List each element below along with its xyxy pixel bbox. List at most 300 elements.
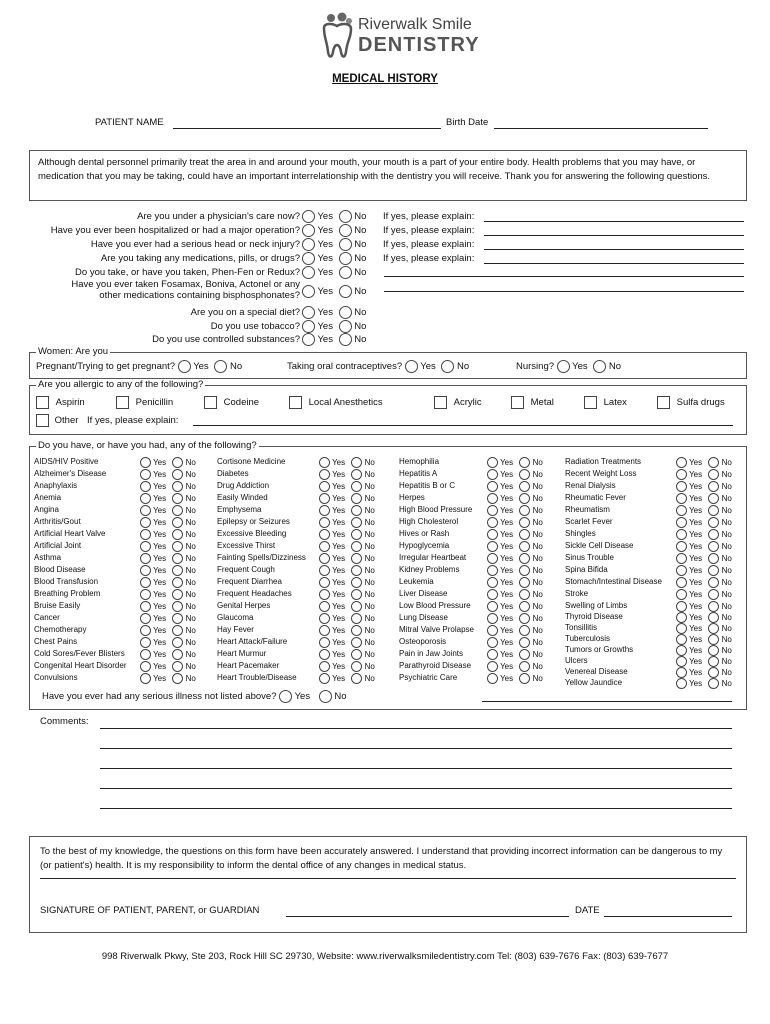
yes-radio[interactable] xyxy=(487,577,498,588)
yes-radio[interactable] xyxy=(319,517,330,528)
intro-text: Although dental personnel primarily treat the area in and around your mouth, your mouth is a part of your entire body. Health problems that you may have, or medication that you may be taking, could have an important interrelationship with the dentistry you will receive. Thank you for answering the following questions. xyxy=(38,157,711,182)
no-radio[interactable] xyxy=(172,589,183,600)
yes-radio[interactable] xyxy=(319,601,330,612)
yes-radio[interactable] xyxy=(676,541,687,552)
yes-radio[interactable] xyxy=(487,565,498,576)
yes-radio[interactable] xyxy=(319,625,330,636)
condition-label: Rheumatism xyxy=(565,505,610,514)
yes-radio[interactable] xyxy=(319,673,330,684)
no-radio[interactable] xyxy=(172,613,183,624)
no-radio[interactable] xyxy=(351,625,362,636)
no-radio[interactable] xyxy=(519,541,530,552)
no-radio[interactable] xyxy=(351,613,362,624)
no-radio[interactable] xyxy=(519,613,530,624)
condition-yes-no xyxy=(319,577,375,589)
yes-radio[interactable] xyxy=(676,623,687,634)
yes-label: Yes xyxy=(332,506,346,515)
yes-radio[interactable] xyxy=(140,469,151,480)
condition-yes-no xyxy=(319,601,375,613)
yes-radio[interactable] xyxy=(676,469,687,480)
yes-radio[interactable] xyxy=(302,224,315,237)
condition-yes-no xyxy=(487,625,543,637)
no-label: No xyxy=(364,602,375,611)
nursing-no-radio[interactable] xyxy=(593,360,606,373)
no-radio[interactable] xyxy=(519,505,530,516)
allergy-label: Aspirin xyxy=(55,397,85,409)
yes-label: Yes xyxy=(153,458,167,467)
yes-radio[interactable] xyxy=(676,529,687,540)
yes-label: Yes xyxy=(689,624,703,633)
no-radio[interactable] xyxy=(172,649,183,660)
no-radio[interactable] xyxy=(351,637,362,648)
yes-radio[interactable] xyxy=(676,481,687,492)
allergy-item[interactable] xyxy=(511,396,554,409)
yes-radio[interactable] xyxy=(487,529,498,540)
condition-label: Scarlet Fever xyxy=(565,517,613,526)
no-radio[interactable] xyxy=(351,601,362,612)
no-radio[interactable] xyxy=(339,333,352,346)
no-radio[interactable] xyxy=(708,481,719,492)
yes-radio[interactable] xyxy=(676,645,687,656)
no-radio[interactable] xyxy=(351,493,362,504)
yes-label: Yes xyxy=(689,458,703,467)
comments-line-4[interactable] xyxy=(100,788,732,789)
yes-radio[interactable] xyxy=(487,493,498,504)
yes-radio[interactable] xyxy=(302,252,315,265)
no-radio[interactable] xyxy=(351,457,362,468)
no-radio[interactable] xyxy=(339,238,352,251)
no-radio[interactable] xyxy=(172,625,183,636)
no-radio[interactable] xyxy=(519,625,530,636)
tooth-family-icon xyxy=(318,12,358,60)
no-radio[interactable] xyxy=(172,505,183,516)
yes-radio[interactable] xyxy=(319,505,330,516)
no-radio[interactable] xyxy=(339,210,352,223)
question-label: Are you under a physician's care now? xyxy=(137,211,300,222)
yes-radio[interactable] xyxy=(302,285,315,298)
no-label: No xyxy=(532,518,543,527)
no-radio[interactable] xyxy=(339,252,352,265)
allergy-label: Latex xyxy=(603,397,627,409)
no-radio[interactable] xyxy=(172,637,183,648)
allergy-item[interactable] xyxy=(657,396,725,409)
condition-label: Radiation Treatments xyxy=(565,457,642,466)
yes-radio[interactable] xyxy=(140,649,151,660)
yes-radio[interactable] xyxy=(676,656,687,667)
condition-yes-no xyxy=(319,517,375,529)
no-label: No xyxy=(185,542,196,551)
allergy-checkbox[interactable] xyxy=(289,396,302,409)
pregnant-yes-radio[interactable] xyxy=(178,360,191,373)
no-radio[interactable] xyxy=(708,505,719,516)
yes-label: Yes xyxy=(500,530,514,539)
no-label: No xyxy=(721,635,732,644)
no-radio[interactable] xyxy=(351,553,362,564)
condition-yes-no xyxy=(676,457,732,469)
no-label: No xyxy=(185,530,196,539)
allergy-item[interactable] xyxy=(204,396,259,409)
date-field[interactable] xyxy=(604,916,732,917)
no-label: No xyxy=(457,361,470,373)
no-radio[interactable] xyxy=(172,517,183,528)
serious-illness-yes-radio[interactable] xyxy=(279,690,292,703)
yes-radio[interactable] xyxy=(487,649,498,660)
no-radio[interactable] xyxy=(708,565,719,576)
no-radio[interactable] xyxy=(351,661,362,672)
allergy-checkbox[interactable] xyxy=(584,396,597,409)
yes-radio[interactable] xyxy=(140,517,151,528)
yes-radio[interactable] xyxy=(676,601,687,612)
yes-radio[interactable] xyxy=(140,493,151,504)
no-radio[interactable] xyxy=(339,320,352,333)
yes-label: Yes xyxy=(500,482,514,491)
yes-radio[interactable] xyxy=(487,457,498,468)
yes-radio[interactable] xyxy=(487,613,498,624)
allergy-label: Local Anesthetics xyxy=(308,397,383,409)
no-radio[interactable] xyxy=(519,517,530,528)
no-radio[interactable] xyxy=(519,553,530,564)
no-label: No xyxy=(364,518,375,527)
explain-field[interactable] xyxy=(384,276,744,277)
no-radio[interactable] xyxy=(351,577,362,588)
no-radio[interactable] xyxy=(708,517,719,528)
yes-radio[interactable] xyxy=(487,661,498,672)
patient-name-field[interactable] xyxy=(173,128,441,129)
yes-label: Yes xyxy=(153,494,167,503)
attestation-text: To the best of my knowledge, the questions on this form have been accurately answered. I understand that providing incorrect information can be dangerous to my (or patient's) health. It is my responsibility to inform the dental office of any changes in medical status. xyxy=(40,846,723,871)
no-radio[interactable] xyxy=(519,589,530,600)
no-radio[interactable] xyxy=(351,481,362,492)
no-radio[interactable] xyxy=(708,678,719,689)
no-radio[interactable] xyxy=(339,266,352,279)
no-radio[interactable] xyxy=(519,649,530,660)
condition-label: Psychiatric Care xyxy=(399,673,458,682)
yes-radio[interactable] xyxy=(676,612,687,623)
allergy-legend: Are you allergic to any of the following? xyxy=(38,379,204,390)
no-radio[interactable] xyxy=(351,589,362,600)
no-label: No xyxy=(721,458,732,467)
yes-radio[interactable] xyxy=(676,493,687,504)
no-label: No xyxy=(364,506,375,515)
yes-radio[interactable] xyxy=(302,320,315,333)
yes-radio[interactable] xyxy=(319,637,330,648)
yes-radio[interactable] xyxy=(676,678,687,689)
no-radio[interactable] xyxy=(519,481,530,492)
yes-radio[interactable] xyxy=(140,565,151,576)
yes-label: Yes xyxy=(500,554,514,563)
yes-radio[interactable] xyxy=(676,565,687,576)
no-radio[interactable] xyxy=(708,612,719,623)
no-radio[interactable] xyxy=(708,493,719,504)
no-label: No xyxy=(532,662,543,671)
no-label: No xyxy=(354,253,367,265)
birth-date-field[interactable] xyxy=(494,128,708,129)
allergy-checkbox[interactable] xyxy=(434,396,447,409)
yes-radio[interactable] xyxy=(319,649,330,660)
condition-label: Hay Fever xyxy=(217,625,254,634)
yes-radio[interactable] xyxy=(676,634,687,645)
condition-label: Lung Disease xyxy=(399,613,448,622)
no-radio[interactable] xyxy=(708,645,719,656)
yes-radio[interactable] xyxy=(319,493,330,504)
yes-radio[interactable] xyxy=(487,673,498,684)
condition-label: Artificial Joint xyxy=(34,541,82,550)
yes-radio[interactable] xyxy=(487,541,498,552)
no-radio[interactable] xyxy=(339,224,352,237)
yes-radio[interactable] xyxy=(302,306,315,319)
no-radio[interactable] xyxy=(708,589,719,600)
condition-label: Heart Pacemaker xyxy=(217,661,280,670)
yes-label: Yes xyxy=(153,506,167,515)
yes-no-group xyxy=(302,306,366,319)
yes-radio[interactable] xyxy=(319,553,330,564)
yes-radio[interactable] xyxy=(140,541,151,552)
no-radio[interactable] xyxy=(172,541,183,552)
no-radio[interactable] xyxy=(339,306,352,319)
allergy-item[interactable] xyxy=(289,396,383,409)
no-radio[interactable] xyxy=(519,469,530,480)
allergy-section xyxy=(29,385,747,435)
yes-radio[interactable] xyxy=(487,637,498,648)
no-radio[interactable] xyxy=(339,285,352,298)
contraceptives-no-radio[interactable] xyxy=(441,360,454,373)
comments-line-3[interactable] xyxy=(100,768,732,769)
yes-label: Yes xyxy=(332,542,346,551)
no-radio[interactable] xyxy=(708,553,719,564)
no-radio[interactable] xyxy=(708,469,719,480)
no-radio[interactable] xyxy=(519,529,530,540)
yes-label: Yes xyxy=(500,578,514,587)
no-label: No xyxy=(185,458,196,467)
yes-label: Yes xyxy=(500,566,514,575)
yes-radio[interactable] xyxy=(140,625,151,636)
no-radio[interactable] xyxy=(172,529,183,540)
yes-radio[interactable] xyxy=(319,613,330,624)
no-radio[interactable] xyxy=(519,457,530,468)
no-radio[interactable] xyxy=(519,661,530,672)
no-radio[interactable] xyxy=(519,673,530,684)
no-radio[interactable] xyxy=(708,529,719,540)
condition-label: Easily Winded xyxy=(217,493,268,502)
yes-radio[interactable] xyxy=(487,481,498,492)
yes-radio[interactable] xyxy=(302,266,315,279)
condition-label: High Cholesterol xyxy=(399,517,459,526)
yes-radio[interactable] xyxy=(487,553,498,564)
yes-label: Yes xyxy=(500,590,514,599)
condition-label: Sickle Cell Disease xyxy=(565,541,634,550)
condition-yes-no xyxy=(319,553,375,565)
allergy-checkbox[interactable] xyxy=(204,396,217,409)
no-radio[interactable] xyxy=(172,469,183,480)
no-radio[interactable] xyxy=(172,553,183,564)
yes-radio[interactable] xyxy=(676,589,687,600)
yes-radio[interactable] xyxy=(140,529,151,540)
yes-radio[interactable] xyxy=(140,613,151,624)
no-label: No xyxy=(532,638,543,647)
yes-radio[interactable] xyxy=(319,577,330,588)
yes-radio[interactable] xyxy=(676,667,687,678)
condition-label: Hypoglycemia xyxy=(399,541,450,550)
yes-label: Yes xyxy=(317,307,333,319)
no-radio[interactable] xyxy=(708,457,719,468)
yes-label: Yes xyxy=(294,691,311,703)
yes-radio[interactable] xyxy=(140,481,151,492)
no-radio[interactable] xyxy=(351,517,362,528)
no-radio[interactable] xyxy=(708,634,719,645)
yes-radio[interactable] xyxy=(487,625,498,636)
no-radio[interactable] xyxy=(351,565,362,576)
no-radio[interactable] xyxy=(351,673,362,684)
yes-radio[interactable] xyxy=(140,661,151,672)
yes-radio[interactable] xyxy=(676,553,687,564)
yes-label: Yes xyxy=(689,470,703,479)
no-label: No xyxy=(364,530,375,539)
yes-radio[interactable] xyxy=(140,601,151,612)
yes-label: Yes xyxy=(153,530,167,539)
no-label: No xyxy=(354,267,367,279)
allergy-checkbox[interactable] xyxy=(657,396,670,409)
no-radio[interactable] xyxy=(708,601,719,612)
explain-field[interactable] xyxy=(484,263,744,264)
no-radio[interactable] xyxy=(172,673,183,684)
explain-field[interactable] xyxy=(384,291,744,292)
yes-radio[interactable] xyxy=(487,601,498,612)
question-label: other medications containing bisphosphonates? xyxy=(99,290,300,301)
allergy-checkbox[interactable] xyxy=(511,396,524,409)
condition-label: Angina xyxy=(34,505,59,514)
explain-field[interactable] xyxy=(484,249,744,250)
condition-label: Glaucoma xyxy=(217,613,254,622)
no-radio[interactable] xyxy=(708,623,719,634)
no-radio[interactable] xyxy=(172,601,183,612)
allergy-item[interactable] xyxy=(434,396,482,409)
explain-label: If yes, please explain: xyxy=(383,253,475,264)
yes-label: Yes xyxy=(500,662,514,671)
no-radio[interactable] xyxy=(708,656,719,667)
attestation-line[interactable] xyxy=(40,878,736,879)
no-radio[interactable] xyxy=(519,577,530,588)
yes-radio[interactable] xyxy=(676,505,687,516)
condition-yes-no xyxy=(140,493,196,505)
allergy-other-checkbox[interactable] xyxy=(36,414,49,427)
no-radio[interactable] xyxy=(172,661,183,672)
yes-radio[interactable] xyxy=(319,541,330,552)
condition-label: Hepatitis A xyxy=(399,469,438,478)
no-radio[interactable] xyxy=(519,601,530,612)
yes-radio[interactable] xyxy=(140,589,151,600)
yes-radio[interactable] xyxy=(319,661,330,672)
no-radio[interactable] xyxy=(172,481,183,492)
yes-radio[interactable] xyxy=(319,529,330,540)
yes-radio[interactable] xyxy=(676,517,687,528)
no-radio[interactable] xyxy=(708,541,719,552)
no-label: No xyxy=(721,494,732,503)
allergy-checkbox[interactable] xyxy=(116,396,129,409)
allergy-item[interactable] xyxy=(36,396,85,409)
no-radio[interactable] xyxy=(519,637,530,648)
yes-radio[interactable] xyxy=(319,457,330,468)
no-label: No xyxy=(364,566,375,575)
yes-radio[interactable] xyxy=(487,517,498,528)
yes-radio[interactable] xyxy=(487,589,498,600)
contraceptives-yes-radio[interactable] xyxy=(405,360,418,373)
serious-illness-no-radio[interactable] xyxy=(319,690,332,703)
condition-yes-no xyxy=(487,457,543,469)
yes-radio[interactable] xyxy=(302,238,315,251)
yes-radio[interactable] xyxy=(487,469,498,480)
allergy-checkbox[interactable] xyxy=(36,396,49,409)
condition-yes-no xyxy=(487,493,543,505)
yes-radio[interactable] xyxy=(319,469,330,480)
pregnant-no-radio[interactable] xyxy=(214,360,227,373)
no-radio[interactable] xyxy=(519,493,530,504)
yes-radio[interactable] xyxy=(140,457,151,468)
no-radio[interactable] xyxy=(172,577,183,588)
yes-radio[interactable] xyxy=(302,210,315,223)
condition-label: Fainting Spells/Dizziness xyxy=(217,553,306,562)
no-radio[interactable] xyxy=(172,457,183,468)
condition-label: Recent Weight Loss xyxy=(565,469,637,478)
yes-radio[interactable] xyxy=(319,589,330,600)
condition-label: Hemophilia xyxy=(399,457,440,466)
yes-radio[interactable] xyxy=(140,673,151,684)
nursing-yes-radio[interactable] xyxy=(557,360,570,373)
condition-label: Tumors or Growths xyxy=(565,645,634,654)
no-label: No xyxy=(721,578,732,587)
comments-line-1[interactable] xyxy=(100,728,732,729)
no-radio[interactable] xyxy=(519,565,530,576)
no-radio[interactable] xyxy=(351,541,362,552)
explain-field[interactable] xyxy=(484,235,744,236)
comments-line-5[interactable] xyxy=(100,808,732,809)
allergy-item[interactable] xyxy=(116,396,173,409)
no-label: No xyxy=(532,542,543,551)
serious-illness-explain-field[interactable] xyxy=(482,701,732,702)
condition-label: Frequent Cough xyxy=(217,565,275,574)
yes-radio[interactable] xyxy=(676,577,687,588)
yes-radio[interactable] xyxy=(676,457,687,468)
condition-label: Liver Disease xyxy=(399,589,448,598)
no-radio[interactable] xyxy=(351,529,362,540)
yes-radio[interactable] xyxy=(140,553,151,564)
no-radio[interactable] xyxy=(351,649,362,660)
condition-label: Renal Dialysis xyxy=(565,481,616,490)
comments-line-2[interactable] xyxy=(100,748,732,749)
yes-radio[interactable] xyxy=(140,505,151,516)
yes-radio[interactable] xyxy=(140,577,151,588)
no-radio[interactable] xyxy=(351,505,362,516)
yes-radio[interactable] xyxy=(319,481,330,492)
no-radio[interactable] xyxy=(351,469,362,480)
signature-field[interactable] xyxy=(286,916,569,917)
yes-radio[interactable] xyxy=(487,505,498,516)
yes-radio[interactable] xyxy=(302,333,315,346)
explain-field[interactable] xyxy=(484,221,744,222)
no-label: No xyxy=(532,458,543,467)
allergy-explain-field[interactable] xyxy=(193,425,733,426)
yes-label: Yes xyxy=(153,614,167,623)
no-radio[interactable] xyxy=(708,577,719,588)
condition-yes-no xyxy=(487,481,543,493)
no-radio[interactable] xyxy=(172,493,183,504)
no-radio[interactable] xyxy=(708,667,719,678)
no-radio[interactable] xyxy=(172,565,183,576)
condition-yes-no xyxy=(140,637,196,649)
yes-radio[interactable] xyxy=(319,565,330,576)
yes-radio[interactable] xyxy=(140,637,151,648)
allergy-item[interactable] xyxy=(584,396,627,409)
women-pregnant-row xyxy=(36,360,242,373)
